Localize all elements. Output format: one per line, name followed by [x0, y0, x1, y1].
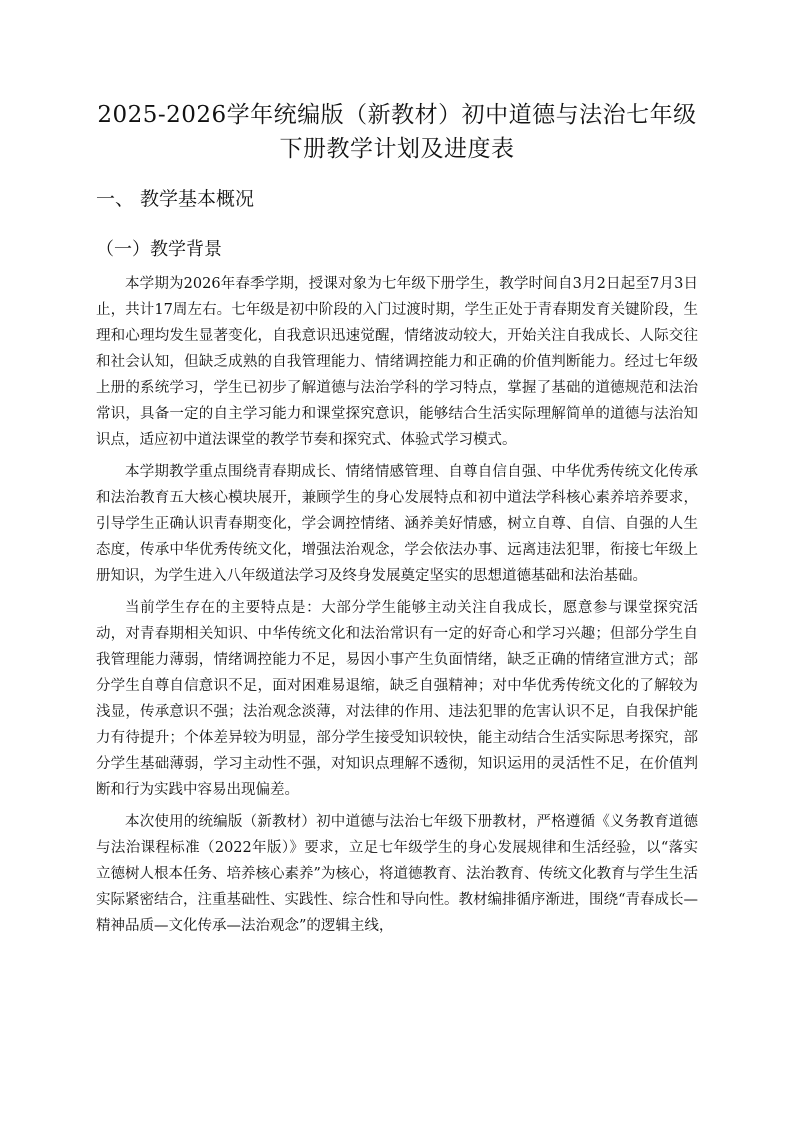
title-line-2: 下册教学计划及进度表: [279, 136, 515, 162]
body-text: [96, 271, 698, 939]
document-title: [96, 0, 698, 166]
paragraph: 本学期教学重点围绕青春期成长、情绪情感管理、自尊自信自强、中华优秀传统文化传承和法治教育五大核心模块展开，兼顾学生的身心发展特点和初中道法学科核心素养培养要求，引导学生正确认识青春期变化，学会调控情绪、涵养美好情感，树立自尊、自信、自强的人生态度，传承中华优秀传统文化，增强法治观念，学会依法办事、远离违法犯罪，衔接七年级上册知识，为学生进入八年级道法学习及终身发展奠定坚实的思想道德基础和法治基础。: [96, 464, 698, 584]
paragraph: 本次使用的统编版（新教材）初中道德与法治七年级下册教材，严格遵循《义务教育道德与法治课程标准（2022年版）》要求，立足七年级学生的身心发展规律和生活经验，以“落实立德树人根本任务、培养核心素养”为核心，将道德教育、法治教育、传统文化教育与学生生活实际紧密结合，注重基础性、实践性、综合性和导向性。教材编排循序渐进，围绕“青春成长—精神品质—文化传承—法治观念”的逻辑主线，: [96, 814, 698, 934]
paragraph: 当前学生存在的主要特点是：大部分学生能够主动关注自我成长，愿意参与课堂探究活动，对青春期相关知识、中华传统文化和法治常识有一定的好奇心和学习兴趣；但部分学生自我管理能力薄弱，情绪调控能力不足，易因小事产生负面情绪，缺乏正确的情绪宣泄方式；部分学生自尊自信意识不足，面对困难易退缩，缺乏自强精神；对中华优秀传统文化的了解较为浅显，传承意识不强；法治观念淡薄，对法律的作用、违法犯罪的危害认识不足，自我保护能力有待提升；个体差异较为明显，部分学生接受知识较快，能主动结合生活实际思考探究，部分学生基础薄弱，学习主动性不强，对知识点理解不透彻，知识运用的灵活性不足，在价值判断和行为实践中容易出现偏差。: [96, 600, 698, 798]
section-heading: 一、 教学基本概况: [96, 188, 255, 210]
title-line-1: 2025-2026学年统编版（新教材）初中道德与法治七年级: [97, 102, 697, 128]
subsection-heading: （一）教学背景: [96, 239, 222, 260]
paragraph: 本学期为2026年春季学期，授课对象为七年级下册学生，教学时间自3月2日起至7月3日止，共计17周左右。七年级是初中阶段的入门过渡时期，学生正处于青春期发育关键阶段，生理和心理均发生显著变化，自我意识迅速觉醒，情绪波动较大，开始关注自我成长、人际交往和社会认知，但缺乏成熟的自我管理能力、情绪调控能力和正确的价值判断能力。经过七年级上册的系统学习，学生已初步了解道德与法治学科的学习特点，掌握了基础的道德规范和法治常识，具备一定的自主学习能力和课堂探究意识，能够结合生活实际理解简单的道德与法治知识点，适应初中道法课堂的教学节奏和探究式、体验式学习模式。: [96, 276, 698, 448]
